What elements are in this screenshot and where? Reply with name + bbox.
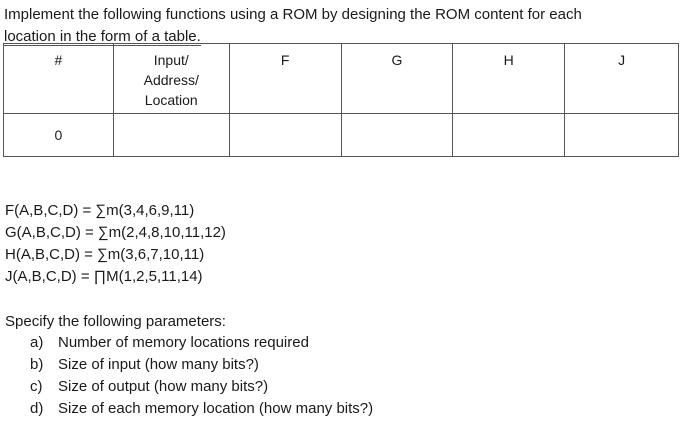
header-f: F [229,44,341,114]
item-marker: d) [30,400,44,417]
list-item [30,354,373,376]
header-number: # [4,44,114,114]
table-row [4,114,679,157]
item-text: Size of output (how many bits?) [58,378,269,395]
instructions-text [4,4,684,48]
item-marker: a) [30,334,44,351]
instructions-line-2: location in the form of a table. [4,28,201,45]
function-h: H(A,B,C,D) = ∑m(3,6,7,10,11) [5,246,205,263]
function-g: G(A,B,C,D) = ∑m(2,4,8,10,11,12) [5,224,226,241]
cell-g [341,114,453,157]
table-header-row [4,44,679,114]
header-g: G [341,44,453,114]
function-f: F(A,B,C,D) = ∑m(3,4,6,9,11) [5,202,195,219]
header-address-line-1: Input/ [153,52,189,68]
cell-j [565,114,679,157]
rom-content-table [3,43,679,157]
function-definitions [5,200,226,288]
item-text: Size of each memory location (how many bits?) [58,400,374,417]
header-j: J [565,44,679,114]
function-j: J(A,B,C,D) = ∏M(1,2,5,11,14) [5,268,203,285]
header-address-line-3: Location [144,92,198,108]
cell-address [113,114,229,157]
item-marker: c) [30,378,43,395]
header-address-line-2: Address/ [143,72,199,88]
instructions-line-1: Implement the following functions using a ROM by designing the ROM content for each [4,6,582,23]
header-address [113,44,229,114]
list-item [30,398,373,420]
parameters-list [30,332,373,420]
list-item [30,332,373,354]
item-text: Number of memory locations required [58,334,309,351]
list-item [30,376,373,398]
cell-number: 0 [4,114,114,157]
item-marker: b) [30,356,44,373]
cell-f [229,114,341,157]
parameters-heading: Specify the following parameters: [5,313,226,330]
cell-h [453,114,565,157]
header-h: H [453,44,565,114]
item-text: Size of input (how many bits?) [58,356,259,373]
